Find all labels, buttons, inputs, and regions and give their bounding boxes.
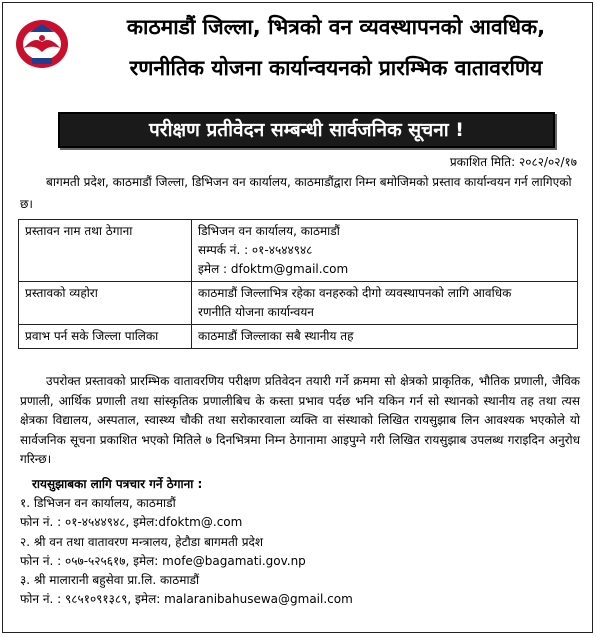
table-line: काठमाडौं जिल्लाभित्र रहेका वनहरुको दीगो व्यवस्थापनको लागि आवधिक: [198, 286, 512, 300]
header: [0, 0, 597, 108]
body-paragraph: उपरोक्त प्रस्तावको प्रारम्भिक वातावरणिय परीक्षण प्रतिवेदन तयारी गर्ने क्रममा सो क्षेत्रको प्राकृतिक, भौतिक प्रणाली, जैविक प्रणाली, आर्थिक प्रणाली तथा सांस्कृतिक प्रणालीबिच के कस्ता प्रभाव पर्दछ भनि यकिन गर्न सो स्थानको स्थानीय तह तथा त्यस क्षेत्रका विद्यालय, अस्पताल, स्वास्थ्य चौकी तथा सरोकारवाला व्यक्ति वा संस्थाको लिखित रायसुझाब लिन आवश्यक भएकोले यो सार्वजनिक सूचना प्रकाशित भएको मितिले ७ दिनभित्रमा निम्न ठेगानामा आइपुग्ने गरी लिखित रायसुझाब उपलब्ध गराइदिन अनुरोध गरिन्छ।: [20, 374, 580, 467]
contact-list: [20, 475, 580, 609]
table-cell-value: [192, 325, 578, 349]
contact-line: फोन नं. : ९८५१०९१३८९, इमेल: malaranibahusewa@gmail.com: [20, 592, 353, 607]
proposal-table: [18, 219, 578, 349]
table-line: डिभिजन वन कार्यालय, काठमाडौं: [198, 224, 340, 238]
table-line: रणनीति योजना कार्यान्वयन: [198, 305, 314, 319]
notice-banner: परीक्षण प्रतीवेदन सम्बन्धी सार्वजनिक सूचना !: [58, 112, 555, 148]
table-row: [19, 325, 578, 349]
intro-text: बागमती प्रदेश, काठमाडौं जिल्ला, डिभिजन वन कार्यालय, काठमाडौंद्वारा निम्न बमोजिमको प्रस्ताव कार्यान्वयन गर्न लागिएको छ।: [20, 175, 572, 211]
table-cell-value: [192, 220, 578, 282]
table-line: सम्पर्क नं. : ०१-४५४४९४८: [198, 243, 313, 257]
contact-line: २. श्री वन तथा वातावरण मन्त्रालय, हेटौडा बागमती प्रदेश: [20, 534, 264, 549]
table-row: [19, 220, 578, 282]
nepal-government-emblem-icon: [10, 14, 74, 72]
table-cell-label: प्रस्तावको व्यहोरा: [19, 282, 192, 325]
table-cell-label: प्रवाभ पर्न सके जिल्ला पालिका: [19, 325, 192, 349]
contact-line: फोन नं. : ०५७-५२५६१७, इमेल: mofe@bagamati.gov.np: [20, 553, 306, 568]
table-line: काठमाडौं जिल्लाका सबै स्थानीय तह: [198, 329, 354, 343]
published-date: प्रकाशित मिति: २०८२/०२/१७: [449, 155, 577, 169]
table-line: इमेल : dfoktm@gmail.com: [198, 262, 349, 276]
contact-heading: रायसुझाबका लागि पत्रचार गर्ने ठेगाना :: [32, 477, 203, 491]
contact-line: १. डिभिजन वन कार्यालय, काठमाडौं: [20, 496, 176, 511]
table-cell-value: [192, 282, 578, 325]
contact-line: ३. श्री मालारानी बहुसेवा प्रा.लि. काठमाडौं: [20, 572, 200, 587]
contact-line: फोन नं. : ०१-४५४४९४८, इमेल:dfoktm@.com: [20, 515, 243, 530]
title-line-2: रणनीतिक योजना कार्यान्वयनको प्रारम्भिक वातावरणिय: [129, 56, 543, 80]
title-line-1: काठमाडौं जिल्ला, भित्रको वन व्यवस्थापनको आवधिक,: [126, 15, 546, 39]
table-cell-label: प्रस्तावन नाम तथा ठेगाना: [19, 220, 192, 282]
table-row: [19, 282, 578, 325]
